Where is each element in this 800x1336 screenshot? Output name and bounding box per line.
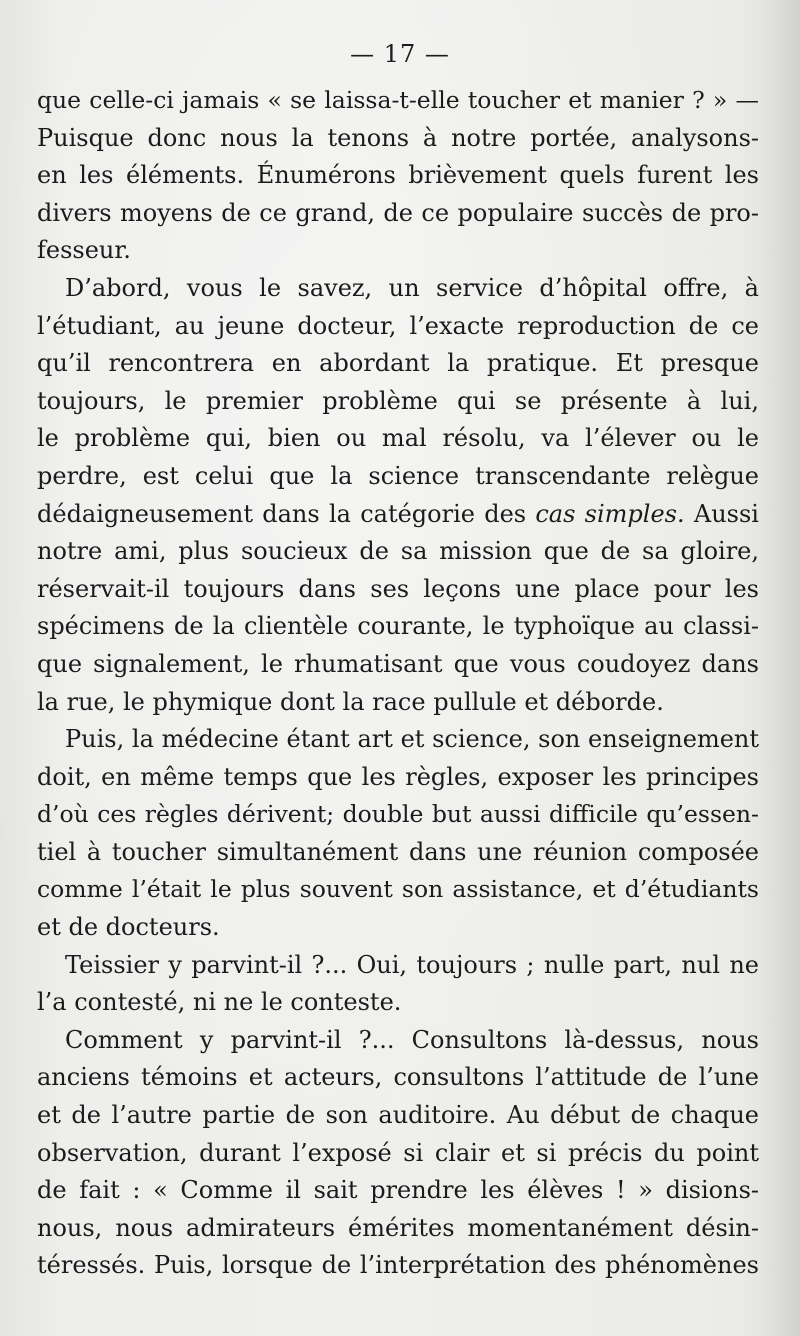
text-line: anciens témoins et acteurs, consultons l’attitude de l’une: [37, 1063, 759, 1092]
text-line: perdre, est celui que la science transcendante relègue: [37, 461, 759, 490]
text-line: toujours, le premier problème qui se présente à lui,: [37, 386, 759, 415]
text-line: nous, nous admirateurs émérites momentanément désin-: [37, 1213, 759, 1242]
text-line: et de docteurs.: [37, 913, 220, 942]
text-line: d’où ces règles dérivent; double but aussi difficile qu’essen-: [37, 800, 759, 829]
text-line: et de l’autre partie de son auditoire. Au début de chaque: [37, 1101, 759, 1130]
text-line: qu’il rencontrera en abordant la pratique. Et presque: [37, 349, 759, 378]
text-line: fesseur.: [37, 236, 131, 265]
text-line: comme l’était le plus souvent son assistance, et d’étudiants: [37, 875, 759, 904]
text-line: tiel à toucher simultanément dans une réunion composée: [37, 837, 759, 866]
page-edge-shadow: [760, 0, 800, 1336]
text-segment: dédaigneusement dans la catégorie des: [37, 499, 536, 528]
text-line: Teissier y parvint-il ?... Oui, toujours ; nulle part, nul ne: [65, 950, 759, 979]
text-line: l’a contesté, ni ne le conteste.: [37, 988, 402, 1017]
text-line: le problème qui, bien ou mal résolu, va l’élever ou le: [37, 424, 759, 453]
text-segment: Aussi: [684, 499, 759, 528]
page-number: — 17 —: [350, 40, 450, 68]
text-line: doit, en même temps que les règles, exposer les principes: [37, 762, 759, 791]
text-line: la rue, le phymique dont la race pullule et déborde.: [37, 687, 664, 716]
text-line: observation, durant l’exposé si clair et si précis du point: [37, 1138, 759, 1167]
text-line: [37, 496, 759, 534]
text-line: Puis, la médecine étant art et science, son enseignement: [65, 725, 759, 754]
text-line: réservait-il toujours dans ses leçons une place pour les: [37, 574, 759, 603]
text-line: Puisque donc nous la tenons à notre portée, analysons-: [37, 123, 759, 152]
text-line: que celle-ci jamais « se laissa-t-elle toucher et manier ? » —: [37, 86, 759, 114]
text-line: spécimens de la clientèle courante, le typhoïque au classi-: [37, 612, 759, 641]
text-line: notre ami, plus soucieux de sa mission que de sa gloire,: [37, 537, 759, 566]
text-line: en les éléments. Énumérons brièvement quels furent les: [37, 161, 759, 190]
text-line: Comment y parvint-il ?... Consultons là-dessus, nous: [65, 1025, 759, 1054]
body-text: [37, 82, 759, 1285]
text-line: D’abord, vous le savez, un service d’hôpital offre, à: [65, 273, 759, 302]
text-line: que signalement, le rhumatisant que vous coudoyez dans: [37, 649, 759, 678]
text-line: téressés. Puis, lorsque de l’interprétation des phénomènes: [37, 1251, 759, 1280]
text-line: de fait : « Comme il sait prendre les élèves ! » disions-: [37, 1176, 759, 1205]
text-line: l’étudiant, au jeune docteur, l’exacte reproduction de ce: [37, 311, 759, 340]
text-line: divers moyens de ce grand, de ce populaire succès de pro-: [37, 198, 759, 227]
italic-term: cas simples.: [535, 499, 685, 528]
